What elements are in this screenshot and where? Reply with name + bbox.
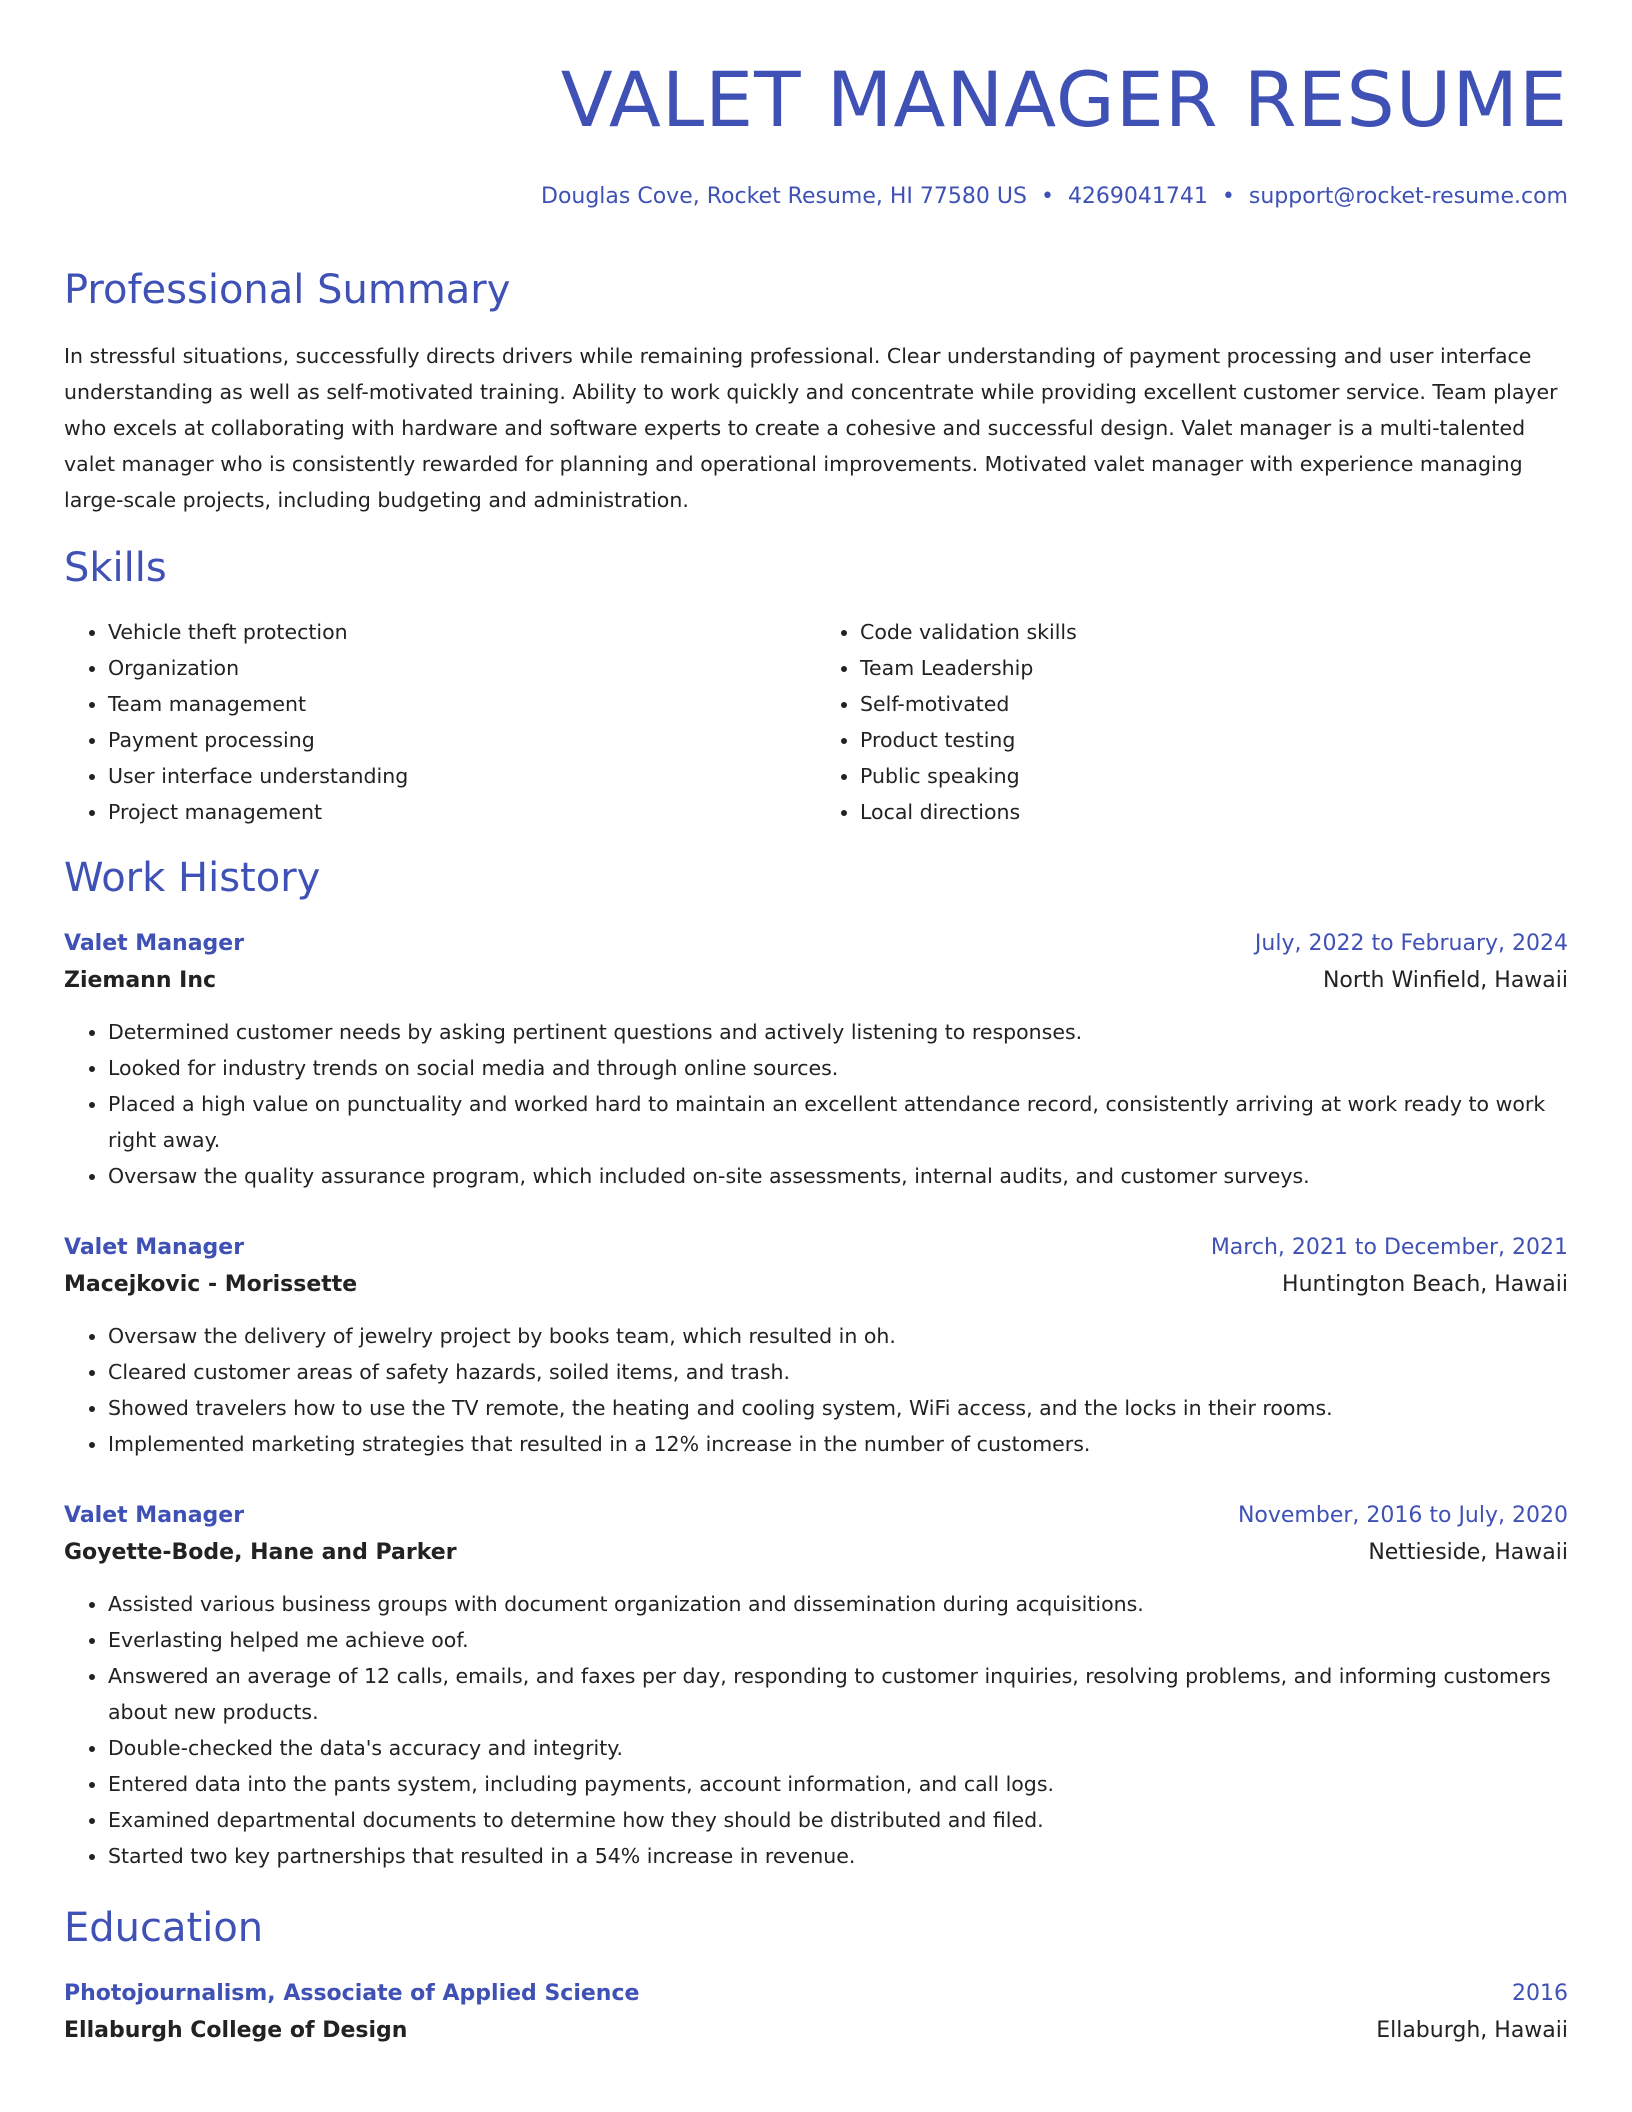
job-location: Huntington Beach, Hawaii — [1282, 1272, 1568, 1298]
skill-item: • Code validation skills — [860, 614, 1568, 650]
job-bullet: • Oversaw the delivery of jewelry project by books team, which resulted in oh. — [108, 1318, 1568, 1354]
job-bullet: • Answered an average of 12 calls, emails, and faxes per day, responding to customer inquiries, resolving problems, and informing customers about new products. — [108, 1658, 1568, 1730]
skill-item: • Vehicle theft protection — [108, 614, 816, 650]
job-entry — [64, 1230, 1568, 1462]
skill-item: • Product testing — [860, 722, 1568, 758]
education-year: 2016 — [1512, 1981, 1568, 2007]
job-company: Ziemann Inc — [64, 968, 217, 994]
skills-heading: Skills — [64, 545, 167, 592]
skill-item: • Local directions — [860, 794, 1568, 830]
job-bullet: • Implemented marketing strategies that resulted in a 12% increase in the number of customers. — [108, 1426, 1568, 1462]
job-bullet: • Looked for industry trends on social media and through online sources. — [108, 1050, 1568, 1086]
education-heading: Education — [64, 1905, 264, 1952]
job-company: Goyette-Bode, Hane and Parker — [64, 1540, 457, 1566]
contact-separator: • — [1221, 184, 1235, 209]
skills-column-left — [64, 614, 816, 830]
skill-item: • Team Leadership — [860, 650, 1568, 686]
job-location: Nettieside, Hawaii — [1368, 1540, 1568, 1566]
skill-item: • Payment processing — [108, 722, 816, 758]
job-bullet: • Cleared customer areas of safety hazards, soiled items, and trash. — [108, 1354, 1568, 1390]
contact-address: Douglas Cove, Rocket Resume, HI 77580 US — [541, 184, 1027, 209]
job-entry — [64, 926, 1568, 1194]
job-bullets — [64, 1318, 1568, 1462]
education-degree: Photojournalism, Associate of Applied Science — [64, 1981, 640, 2007]
job-title: Valet Manager — [64, 1503, 245, 1529]
job-bullet: • Started two key partnerships that resulted in a 54% increase in revenue. — [108, 1838, 1568, 1874]
job-bullets — [64, 1586, 1568, 1874]
job-bullet: • Entered data into the pants system, including payments, account information, and call logs. — [108, 1766, 1568, 1802]
job-dates: November, 2016 to July, 2020 — [1237, 1503, 1568, 1529]
job-title: Valet Manager — [64, 931, 245, 957]
job-dates: July, 2022 to February, 2024 — [1254, 931, 1568, 957]
work-history-heading: Work History — [64, 855, 321, 902]
job-bullet: • Showed travelers how to use the TV remote, the heating and cooling system, WiFi access, and the locks in their rooms. — [108, 1390, 1568, 1426]
skill-item: • Public speaking — [860, 758, 1568, 794]
summary-text: In stressful situations, successfully directs drivers while remaining professional. Clear understanding of payment processing and user interface understanding as well as self-motivated training. Ability to work quickly and concentrate while providing excellent customer service. Team player who excels at collaborating with hardware and software experts to create a cohesive and successful design. Valet manager is a multi-talented valet manager who is consistently rewarded for planning and operational improvements. Motivated valet manager with experience managing large-scale projects, including budgeting and administration. — [64, 344, 1558, 513]
contact-email: support@rocket-resume.com — [1248, 184, 1568, 209]
contact-phone: 4269041741 — [1067, 184, 1208, 209]
job-bullet: • Determined customer needs by asking pertinent questions and actively listening to responses. — [108, 1014, 1568, 1050]
job-entry — [64, 1498, 1568, 1874]
job-bullet: • Oversaw the quality assurance program, which included on-site assessments, internal audits, and customer surveys. — [108, 1158, 1568, 1194]
skill-item: • Self-motivated — [860, 686, 1568, 722]
job-bullet: • Everlasting helped me achieve oof. — [108, 1622, 1568, 1658]
job-title: Valet Manager — [64, 1235, 245, 1261]
education-entry — [64, 1976, 1568, 2050]
skill-item: • User interface understanding — [108, 758, 816, 794]
skill-item: • Project management — [108, 794, 816, 830]
resume-title: VALET MANAGER RESUME — [560, 55, 1568, 144]
job-bullet: • Examined departmental documents to determine how they should be distributed and filed. — [108, 1802, 1568, 1838]
job-bullet: • Double-checked the data's accuracy and integrity. — [108, 1730, 1568, 1766]
contact-separator: • — [1040, 184, 1054, 209]
contact-line — [64, 184, 1568, 210]
summary-heading: Professional Summary — [64, 267, 511, 314]
job-bullet: • Assisted various business groups with document organization and dissemination during acquisitions. — [108, 1586, 1568, 1622]
job-bullets — [64, 1014, 1568, 1194]
skills-list — [64, 614, 1568, 830]
education-location: Ellaburgh, Hawaii — [1376, 2018, 1568, 2044]
skills-column-right — [816, 614, 1568, 830]
job-company: Macejkovic - Morissette — [64, 1272, 358, 1298]
job-location: North Winfield, Hawaii — [1322, 968, 1568, 994]
job-bullet: • Placed a high value on punctuality and worked hard to maintain an excellent attendance record, consistently arriving at work ready to work right away. — [108, 1086, 1568, 1158]
education-school: Ellaburgh College of Design — [64, 2018, 408, 2044]
skill-item: • Organization — [108, 650, 816, 686]
job-dates: March, 2021 to December, 2021 — [1210, 1235, 1568, 1261]
skill-item: • Team management — [108, 686, 816, 722]
